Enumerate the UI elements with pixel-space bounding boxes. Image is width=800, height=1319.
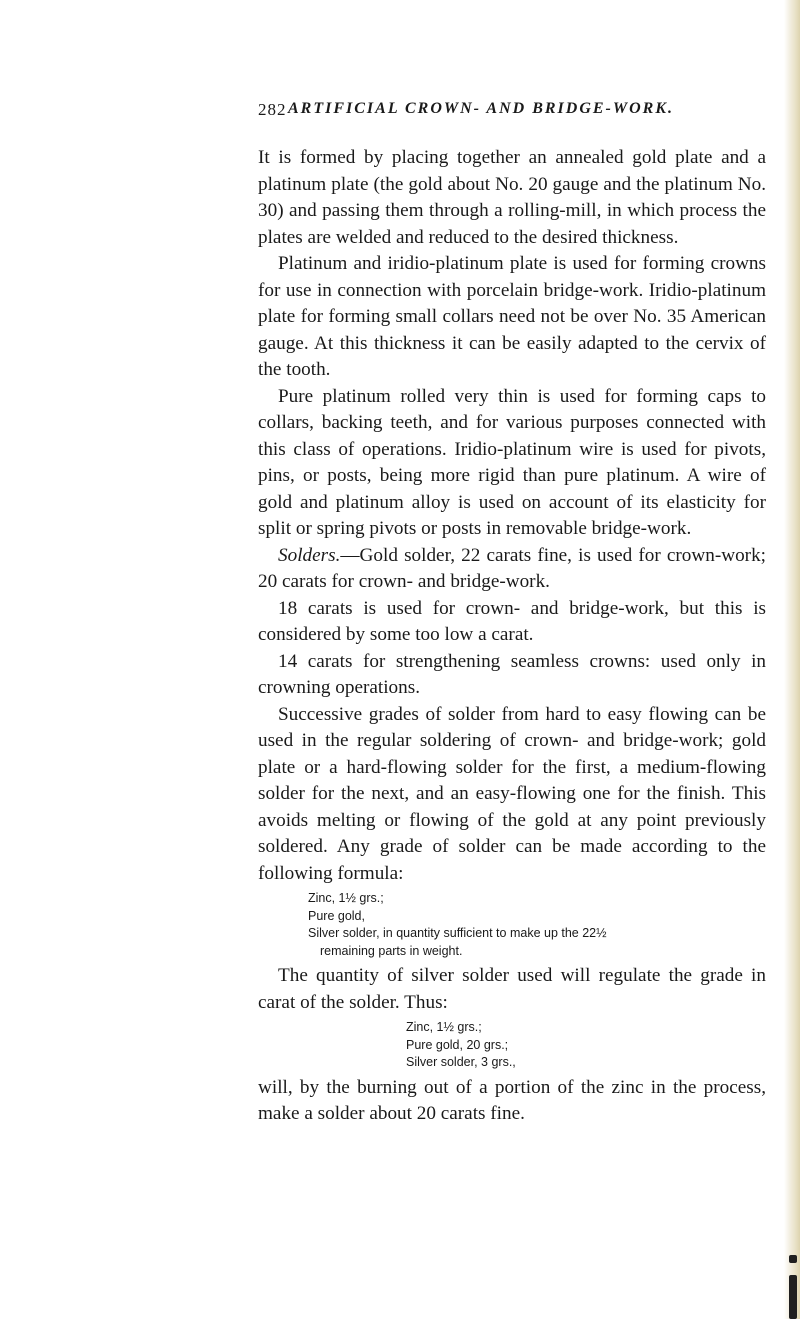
paragraph-laminated-plate: It is formed by placing together an annealed gold plate and a platinum plate (the gold about No. 20 gauge and the platinum No. 30) and passing them through a rolling-mill, in which process the plates are welded and reduced to the desired thickness. <box>258 147 766 248</box>
running-head <box>258 100 758 124</box>
formula-line: Silver solder, in quantity sufficient to make up the 22½ <box>308 926 607 940</box>
paragraph-pure-platinum: Pure platinum rolled very thin is used for forming caps to collars, backing teeth, and for various purposes connected with this class of operations. Iridio-platinum wire is used for pivots, pins, or posts, being more rigid than pure platinum. A wire of gold and platinum alloy is used on account of its elasticity for split or spring pivots or posts in removable bridge-work. <box>258 385 766 539</box>
formula-block-1 <box>308 890 766 960</box>
solders-text: —Gold solder, 22 carats fine, is used for crown-work; 20 carats for crown- and bridge-work. <box>258 544 766 592</box>
edge-mark <box>789 1275 797 1319</box>
formula-line: remaining parts in weight. <box>320 943 463 958</box>
paragraph-platinum-plate: Platinum and iridio-platinum plate is used for forming crowns for use in connection with porcelain bridge-work. Iridio-platinum plate for forming small collars need not be over No. 35 American gauge. At this thickness it can be easily adapted to the cervix of the tooth. <box>258 253 766 380</box>
formula-line: Pure gold, <box>308 908 365 923</box>
page-number: 282 <box>258 100 287 119</box>
paragraph-14-carats: 14 carats for strengthening seamless crowns: used only in crowning operations. <box>258 650 766 698</box>
formula-line: Pure gold, 20 grs.; <box>406 1037 509 1052</box>
paragraph-solders <box>258 543 766 596</box>
page-edge <box>784 0 800 1319</box>
formula-line: Silver solder, 3 grs., <box>406 1055 516 1069</box>
body-text <box>258 145 766 1128</box>
paragraph-18-carats: 18 carats is used for crown- and bridge-work, but this is considered by some too low a carat. <box>258 597 766 645</box>
running-title: ARTIFICIAL CROWN- AND BRIDGE-WORK. <box>288 100 674 117</box>
formula-line: Zinc, 1½ grs.; <box>406 1020 482 1034</box>
edge-mark <box>789 1255 797 1263</box>
formula-block-2 <box>406 1019 766 1072</box>
paragraph-successive-grades: Successive grades of solder from hard to easy flowing can be used in the regular soldering of crown- and bridge-work; gold plate or a hard-flowing solder for the first, a medium-flowing solder for the next, and an easy-flowing one for the finish. This avoids melting or flowing of the gold at any point previously soldered. Any grade of solder can be made according to the following formula: <box>258 703 766 884</box>
paragraph-conclusion: will, by the burning out of a portion of the zinc in the process, make a solder about 20 carats fine. <box>258 1076 766 1124</box>
solders-heading: Solders. <box>278 544 341 566</box>
paragraph-quantity: The quantity of silver solder used will regulate the grade in carat of the solder. Thus: <box>258 965 766 1013</box>
formula-line: Zinc, 1½ grs.; <box>308 891 384 905</box>
